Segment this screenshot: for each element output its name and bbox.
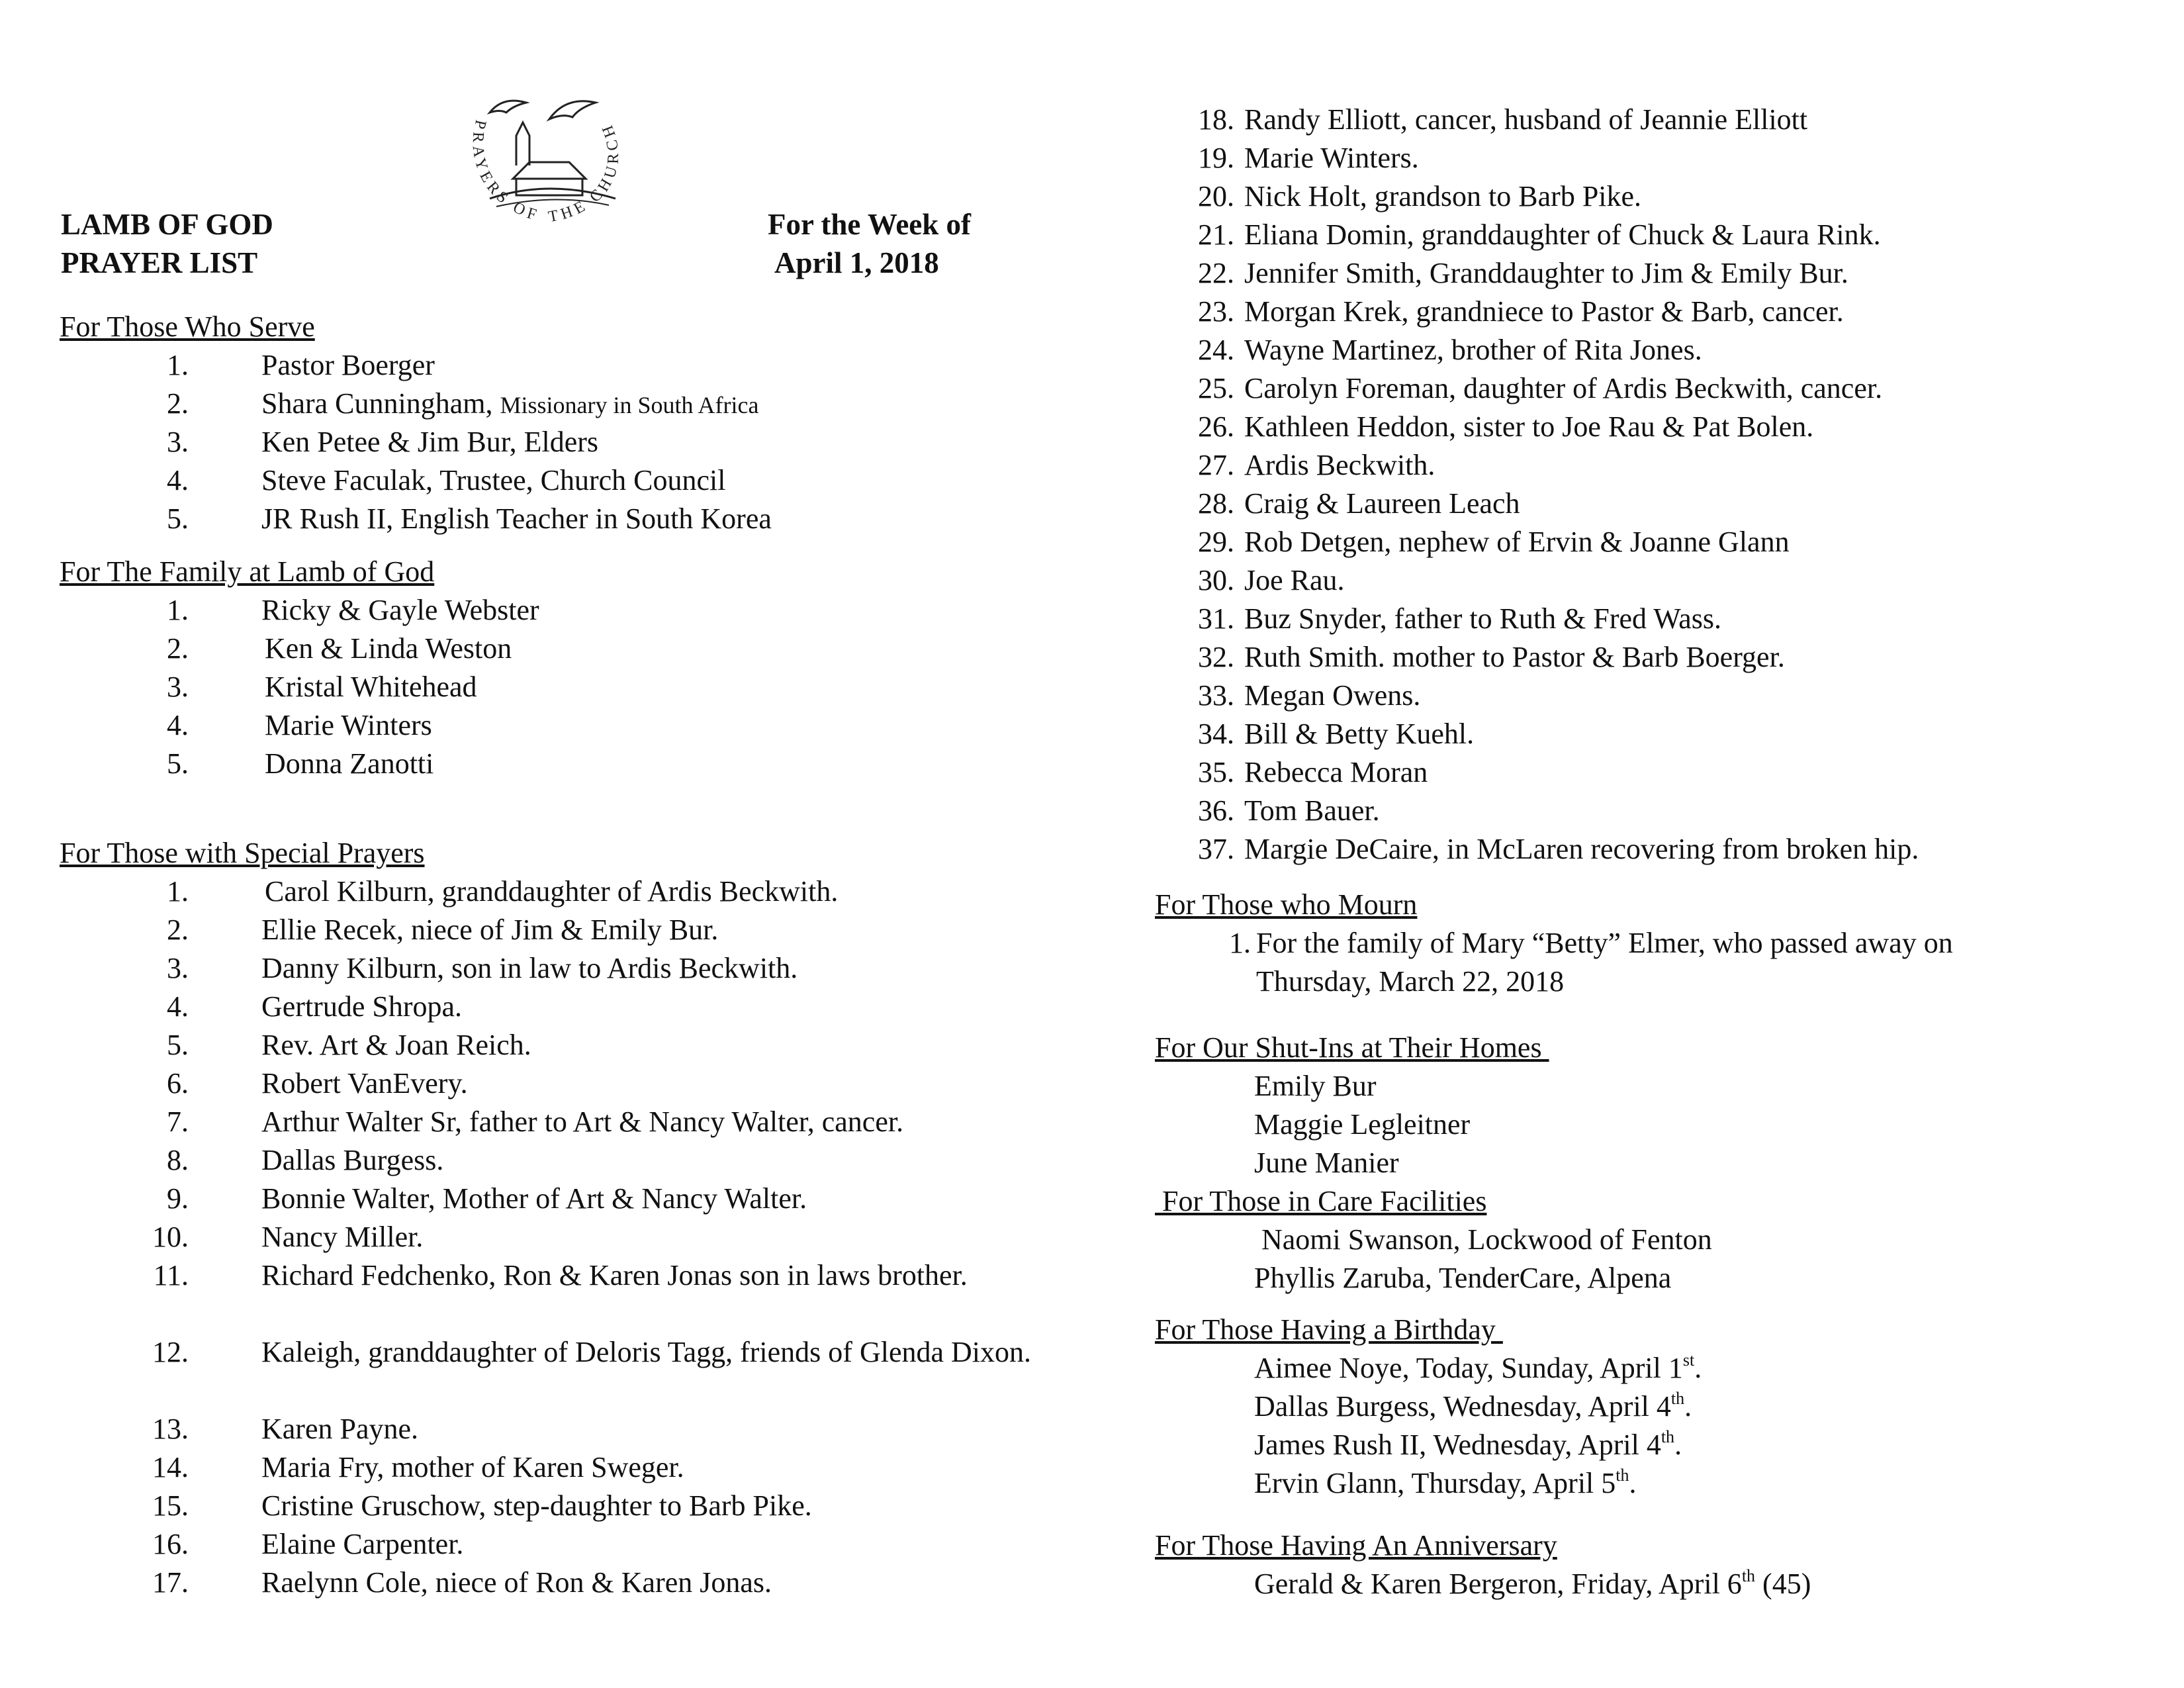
list-item: 8. Dallas Burgess. [167, 1144, 444, 1176]
list-item: 12. Kaleigh, granddaughter of Deloris Tagg, friends of Glenda Dixon. [152, 1336, 1032, 1368]
list-item: 28. Craig & Laureen Leach [1198, 487, 1520, 520]
serve-list [0, 346, 1085, 538]
serve-heading: For Those Who Serve [60, 310, 315, 343]
care-line: Phyllis Zaruba, TenderCare, Alpena [1254, 1262, 1672, 1294]
list-item: 29. Rob Detgen, nephew of Ervin & Joanne Glann [1198, 526, 1790, 558]
list-item: 3. Ken Petee & Jim Bur, Elders [167, 426, 599, 458]
list-item: 16. Elaine Carpenter. [152, 1528, 464, 1560]
birthday-heading: For Those Having a Birthday [1155, 1313, 1503, 1346]
week-date: April 1, 2018 [774, 246, 939, 279]
title-line-2: PRAYER LIST [61, 246, 258, 279]
list-item: 27. Ardis Beckwith. [1198, 449, 1435, 481]
mourn-item-line-2: Thursday, March 22, 2018 [1256, 965, 1565, 998]
list-item: 1. Carol Kilburn, granddaughter of Ardis Beckwith. [167, 875, 839, 908]
list-item: 31. Buz Snyder, father to Ruth & Fred Wass. [1198, 602, 1722, 635]
week-label: For the Week of [768, 208, 972, 241]
care-heading: For Those in Care Facilities [1155, 1185, 1487, 1217]
anniversary-heading: For Those Having An Anniversary [1155, 1529, 1557, 1562]
list-item: 1. Pastor Boerger [167, 349, 435, 381]
list-item: 23. Morgan Krek, grandniece to Pastor & Barb, cancer. [1198, 295, 1844, 328]
list-item: 30. Joe Rau. [1198, 564, 1345, 596]
list-item: 4. Steve Faculak, Trustee, Church Council [167, 464, 726, 496]
list-item: 5. Donna Zanotti [167, 747, 434, 780]
list-item: 5. Rev. Art & Joan Reich. [167, 1029, 531, 1061]
list-item: 11. Richard Fedchenko, Ron & Karen Jonas son in laws brother. [153, 1259, 968, 1291]
title-line-1: LAMB OF GOD [61, 208, 273, 241]
list-item: 36. Tom Bauer. [1198, 794, 1380, 827]
list-item: 20. Nick Holt, grandson to Barb Pike. [1198, 180, 1642, 212]
care-line: Naomi Swanson, Lockwood of Fenton [1254, 1223, 1712, 1256]
list-item: 14. Maria Fry, mother of Karen Sweger. [152, 1451, 684, 1483]
list-item: 10. Nancy Miller. [152, 1221, 424, 1253]
mourn-item-number: 1. [1229, 927, 1251, 959]
special-list-right [1085, 101, 2184, 868]
list-item: 1. Ricky & Gayle Webster [167, 594, 539, 626]
family-list [0, 591, 1085, 783]
list-item: 4. Marie Winters [167, 709, 432, 741]
list-item: 18. Randy Elliott, cancer, husband of Jeannie Elliott [1198, 103, 1808, 136]
birthday-item: Ervin Glann, Thursday, April 5th. [1254, 1466, 1637, 1499]
list-item: 33. Megan Owens. [1198, 679, 1421, 712]
anniversary-item: Gerald & Karen Bergeron, Friday, April 6th (45) [1254, 1566, 1811, 1600]
list-item: 2. Ellie Recek, niece of Jim & Emily Bur. [167, 914, 719, 946]
list-item: 2. Ken & Linda Weston [167, 632, 512, 665]
list-item: 3. Danny Kilburn, son in law to Ardis Beckwith. [167, 952, 798, 984]
list-item: 19. Marie Winters. [1198, 142, 1419, 174]
shutin-name: Emily Bur [1254, 1070, 1377, 1102]
list-item: 32. Ruth Smith. mother to Pastor & Barb Boerger. [1198, 641, 1785, 673]
special-heading: For Those with Special Prayers [60, 837, 425, 869]
shutin-name: Maggie Legleitner [1254, 1108, 1471, 1141]
birthday-item: James Rush II, Wednesday, April 4th. [1254, 1427, 1682, 1461]
list-item: 21. Eliana Domin, granddaughter of Chuck & Laura Rink. [1198, 218, 1881, 251]
list-item: 6. Robert VanEvery. [167, 1067, 468, 1100]
church-logo [450, 93, 649, 232]
list-item: 37. Margie DeCaire, in McLaren recovering from broken hip. [1198, 833, 1919, 865]
list-item: 7. Arthur Walter Sr, father to Art & Nancy Walter, cancer. [167, 1105, 904, 1138]
svg-text:THE CHURCH: THE CHURCH [547, 119, 623, 226]
list-item: 2. Shara Cunningham, Missionary in South Africa [167, 387, 759, 420]
birthday-item: Aimee Noye, Today, Sunday, April 1st. [1254, 1350, 1702, 1384]
list-item: 3. Kristal Whitehead [167, 671, 477, 703]
mourn-heading: For Those who Mourn [1155, 888, 1418, 921]
svg-text:PRAYERS OF: PRAYERS OF [469, 118, 543, 225]
list-item: 35. Rebecca Moran [1198, 756, 1428, 788]
list-item: 5. JR Rush II, English Teacher in South Korea [167, 502, 772, 535]
list-item: 15. Cristine Gruschow, step-daughter to Barb Pike. [152, 1489, 812, 1522]
list-item: 9. Bonnie Walter, Mother of Art & Nancy Walter. [167, 1182, 807, 1215]
list-item: 22. Jennifer Smith, Granddaughter to Jim & Emily Bur. [1198, 257, 1848, 289]
birthday-item: Dallas Burgess, Wednesday, April 4th. [1254, 1389, 1692, 1423]
shutin-name: June Manier [1254, 1147, 1399, 1179]
shutins-heading: For Our Shut-Ins at Their Homes [1155, 1031, 1549, 1064]
special-list-left [0, 872, 1085, 1602]
list-item: 25. Carolyn Foreman, daughter of Ardis Beckwith, cancer. [1198, 372, 1883, 404]
list-item: 34. Bill & Betty Kuehl. [1198, 718, 1475, 750]
list-item: 24. Wayne Martinez, brother of Rita Jones. [1198, 334, 1702, 366]
list-item: 26. Kathleen Heddon, sister to Joe Rau & Pat Bolen. [1198, 410, 1814, 443]
mourn-item-line-1: For the family of Mary “Betty” Elmer, who passed away on [1256, 927, 1953, 959]
list-item: 4. Gertrude Shropa. [167, 990, 463, 1023]
list-item: 13. Karen Payne. [152, 1413, 419, 1445]
family-heading: For The Family at Lamb of God [60, 555, 435, 588]
list-item: 17. Raelynn Cole, niece of Ron & Karen Jonas. [152, 1566, 772, 1599]
